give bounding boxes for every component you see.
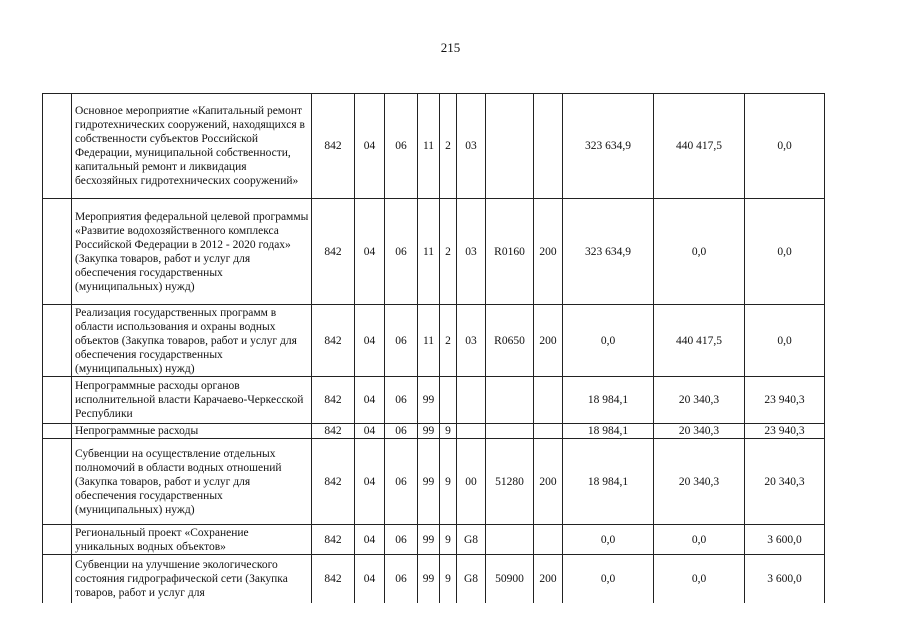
cell-expense-type: 200 xyxy=(534,439,563,525)
row-gutter xyxy=(43,94,72,199)
cell-direction xyxy=(486,94,534,199)
cell-event: 03 xyxy=(457,94,486,199)
cell-direction xyxy=(486,424,534,439)
cell-pr: 06 xyxy=(385,424,418,439)
cell-rz: 04 xyxy=(355,525,385,555)
cell-pr: 06 xyxy=(385,525,418,555)
page-number: 215 xyxy=(440,40,461,55)
cell-program: 99 xyxy=(418,525,440,555)
cell-subprogram: 9 xyxy=(440,555,457,603)
cell-subprogram xyxy=(440,377,457,424)
cell-amount-year1: 18 984,1 xyxy=(563,439,654,525)
cell-event: G8 xyxy=(457,555,486,603)
cell-program: 99 xyxy=(418,439,440,525)
cell-subprogram: 2 xyxy=(440,305,457,377)
row-gutter xyxy=(43,439,72,525)
cell-rz: 04 xyxy=(355,305,385,377)
row-name: Региональный проект «Сохранение уникальных водных объектов» xyxy=(72,525,312,555)
cell-rz: 04 xyxy=(355,424,385,439)
cell-subprogram: 9 xyxy=(440,439,457,525)
row-name: Мероприятия федеральной целевой программы «Развитие водохозяйственного комплекса Российской Федерации в 2012 - 2020 годах» (Закупка товаров, работ и услуг для обеспечения государственных (муниципальных) нужд) xyxy=(72,199,312,305)
cell-event: 03 xyxy=(457,199,486,305)
cell-program: 11 xyxy=(418,94,440,199)
row-name: Субвенции на улучшение экологического состояния гидрографической сети (Закупка товаров, работ и услуг для xyxy=(72,555,312,603)
cell-expense-type: 200 xyxy=(534,305,563,377)
table-row xyxy=(43,199,825,305)
row-gutter xyxy=(43,424,72,439)
cell-direction: 50900 xyxy=(486,555,534,603)
cell-ved: 842 xyxy=(312,377,355,424)
table-row xyxy=(43,555,825,603)
cell-amount-year3: 23 940,3 xyxy=(745,424,825,439)
cell-direction: 51280 xyxy=(486,439,534,525)
cell-pr: 06 xyxy=(385,199,418,305)
cell-direction xyxy=(486,525,534,555)
cell-amount-year1: 0,0 xyxy=(563,555,654,603)
cell-amount-year2: 0,0 xyxy=(654,199,745,305)
cell-amount-year2: 20 340,3 xyxy=(654,424,745,439)
row-name: Субвенции на осуществление отдельных полномочий в области водных отношений (Закупка товаров, работ и услуг для обеспечения государственных (муниципальных) нужд) xyxy=(72,439,312,525)
cell-amount-year1: 18 984,1 xyxy=(563,424,654,439)
cell-amount-year3: 20 340,3 xyxy=(745,439,825,525)
cell-expense-type: 200 xyxy=(534,555,563,603)
cell-amount-year1: 0,0 xyxy=(563,305,654,377)
cell-amount-year3: 0,0 xyxy=(745,94,825,199)
cell-subprogram: 2 xyxy=(440,199,457,305)
cell-pr: 06 xyxy=(385,439,418,525)
cell-pr: 06 xyxy=(385,305,418,377)
cell-ved: 842 xyxy=(312,525,355,555)
row-gutter xyxy=(43,377,72,424)
table-row xyxy=(43,525,825,555)
cell-program: 11 xyxy=(418,305,440,377)
cell-rz: 04 xyxy=(355,377,385,424)
row-name: Непрограммные расходы xyxy=(72,424,312,439)
cell-event xyxy=(457,424,486,439)
cell-rz: 04 xyxy=(355,199,385,305)
cell-amount-year1: 18 984,1 xyxy=(563,377,654,424)
cell-ved: 842 xyxy=(312,439,355,525)
cell-amount-year2: 0,0 xyxy=(654,525,745,555)
table-row xyxy=(43,377,825,424)
cell-direction: R0650 xyxy=(486,305,534,377)
cell-expense-type xyxy=(534,525,563,555)
table-row xyxy=(43,424,825,439)
row-name: Реализация государственных программ в области использования и охраны водных объектов (Закупка товаров, работ и услуг для обеспечения государственных (муниципальных) нужд) xyxy=(72,305,312,377)
cell-expense-type xyxy=(534,377,563,424)
cell-amount-year3: 0,0 xyxy=(745,305,825,377)
cell-ved: 842 xyxy=(312,424,355,439)
cell-amount-year3: 3 600,0 xyxy=(745,555,825,603)
cell-amount-year2: 440 417,5 xyxy=(654,94,745,199)
cell-subprogram: 9 xyxy=(440,525,457,555)
cell-pr: 06 xyxy=(385,555,418,603)
cell-ved: 842 xyxy=(312,555,355,603)
cell-event: 03 xyxy=(457,305,486,377)
row-name: Непрограммные расходы органов исполнительной власти Карачаево-Черкесской Республики xyxy=(72,377,312,424)
cell-expense-type xyxy=(534,424,563,439)
cell-ved: 842 xyxy=(312,305,355,377)
cell-amount-year2: 440 417,5 xyxy=(654,305,745,377)
cell-subprogram: 2 xyxy=(440,94,457,199)
cell-rz: 04 xyxy=(355,555,385,603)
cell-program: 99 xyxy=(418,377,440,424)
cell-expense-type: 200 xyxy=(534,199,563,305)
cell-amount-year2: 20 340,3 xyxy=(654,377,745,424)
cell-event xyxy=(457,377,486,424)
cell-amount-year1: 323 634,9 xyxy=(563,199,654,305)
cell-subprogram: 9 xyxy=(440,424,457,439)
cell-amount-year3: 3 600,0 xyxy=(745,525,825,555)
cell-program: 99 xyxy=(418,424,440,439)
budget-table xyxy=(42,93,825,603)
row-name: Основное мероприятие «Капитальный ремонт гидротехнических сооружений, находящихся в собственности субъектов Российской Федерации, муниципальной собственности, капитальный ремонт и ликвидация бесхозяйных гидротехнических сооружений» xyxy=(72,94,312,199)
cell-program: 99 xyxy=(418,555,440,603)
cell-program: 11 xyxy=(418,199,440,305)
cell-amount-year1: 323 634,9 xyxy=(563,94,654,199)
cell-direction xyxy=(486,377,534,424)
cell-amount-year2: 0,0 xyxy=(654,555,745,603)
row-gutter xyxy=(43,525,72,555)
row-gutter xyxy=(43,305,72,377)
table-row xyxy=(43,305,825,377)
cell-pr: 06 xyxy=(385,94,418,199)
cell-amount-year3: 23 940,3 xyxy=(745,377,825,424)
cell-ved: 842 xyxy=(312,199,355,305)
cell-amount-year3: 0,0 xyxy=(745,199,825,305)
row-gutter xyxy=(43,199,72,305)
cell-ved: 842 xyxy=(312,94,355,199)
cell-event: G8 xyxy=(457,525,486,555)
cell-expense-type xyxy=(534,94,563,199)
cell-pr: 06 xyxy=(385,377,418,424)
cell-amount-year2: 20 340,3 xyxy=(654,439,745,525)
cell-amount-year1: 0,0 xyxy=(563,525,654,555)
table-row xyxy=(43,439,825,525)
cell-event: 00 xyxy=(457,439,486,525)
cell-rz: 04 xyxy=(355,439,385,525)
cell-rz: 04 xyxy=(355,94,385,199)
row-gutter xyxy=(43,555,72,603)
cell-direction: R0160 xyxy=(486,199,534,305)
table-row xyxy=(43,94,825,199)
